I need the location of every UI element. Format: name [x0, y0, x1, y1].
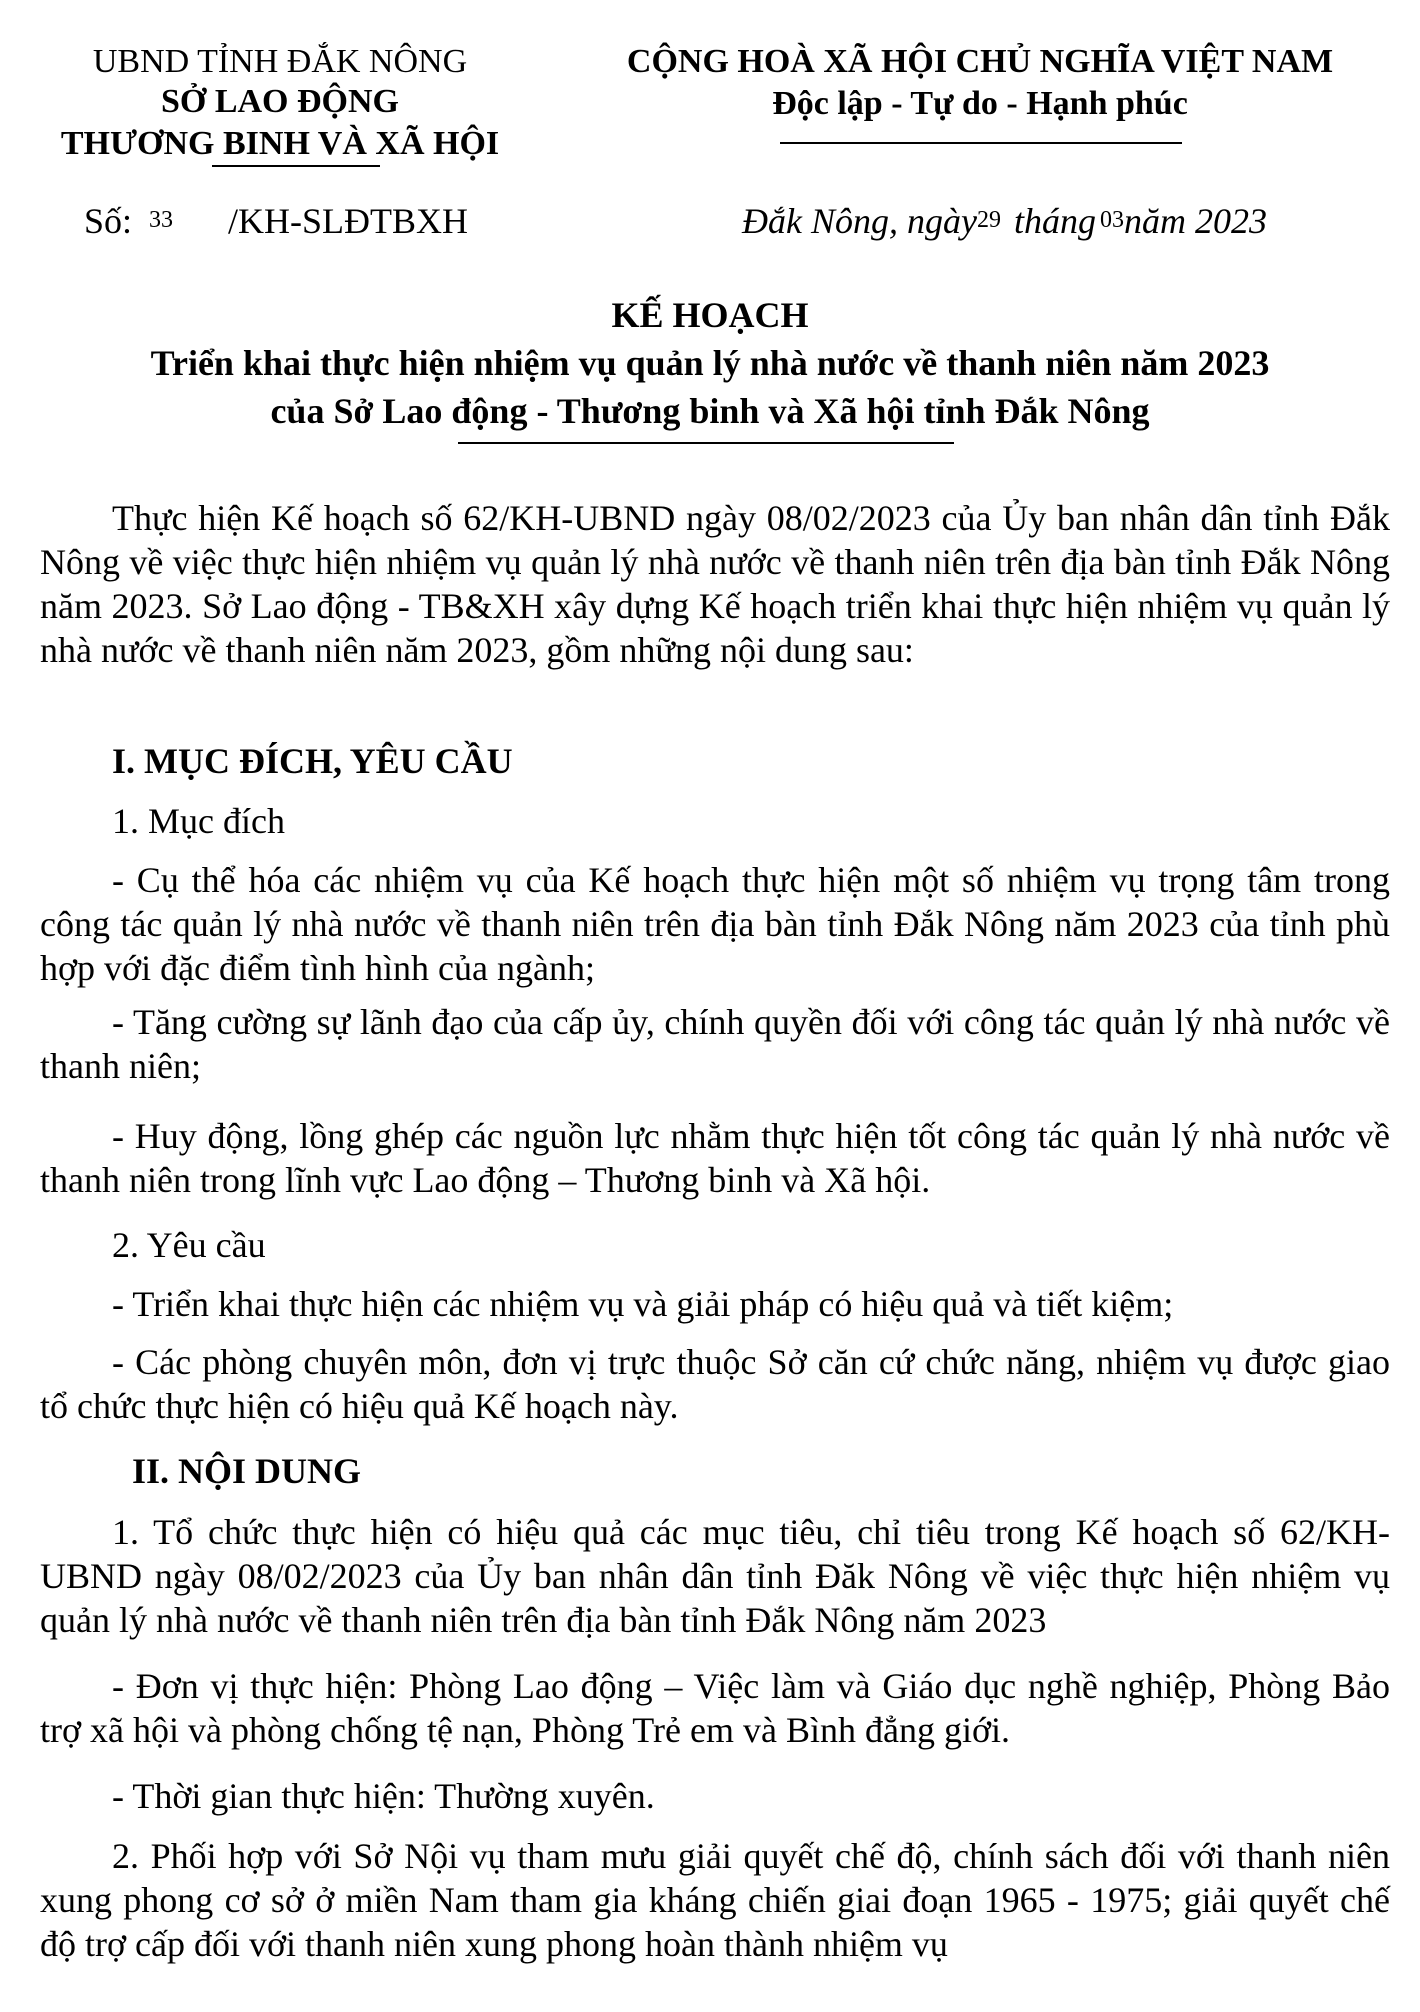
agency-name: SỞ LAO ĐỘNG [160, 83, 400, 120]
date-place: Đắk Nông, ngày [742, 201, 977, 241]
number-code: /KH-SLĐTBXH [228, 201, 469, 241]
content-item-1-time: - Thời gian thực hiện: Thường xuyên. [112, 1776, 655, 1816]
number-value: 33 [149, 207, 174, 233]
subsection-requirements: 2. Yêu cầu [112, 1225, 266, 1265]
subsection-purpose: 1. Mục đích [112, 801, 285, 841]
purpose-item-2: - Tăng cường sự lãnh đạo của cấp ủy, chính quyền đối với công tác quản lý nhà nước về thanh niên; [40, 1002, 1390, 1086]
agency-underline [212, 165, 380, 167]
agency-parent: UBND TỈNH ĐẮK NÔNG [92, 43, 468, 80]
section-heading-1: I. MỤC ĐÍCH, YÊU CẦU [112, 741, 513, 781]
content-item-1-unit: - Đơn vị thực hiện: Phòng Lao động – Việc làm và Giáo dục nghề nghiệp, Phòng Bảo trợ xã hội và phòng chống tệ nạn, Phòng Trẻ em và Bình đẳng giới. [40, 1666, 1390, 1750]
content-item-2: 2. Phối hợp với Sở Nội vụ tham mưu giải quyết chế độ, chính sách đối với thanh niên xung phong cơ sở ở miền Nam tham gia kháng chiến giai đoạn 1965 - 1975; giải quyết chế độ trợ cấp đối với thanh niên xung phong hoàn thành nhiệm vụ [40, 1836, 1390, 1964]
date-month: 03 [1099, 207, 1124, 233]
purpose-item-1: - Cụ thể hóa các nhiệm vụ của Kế hoạch thực hiện một số nhiệm vụ trọng tâm trong công tác quản lý nhà nước về thanh niên trên địa bàn tỉnh Đắk Nông năm 2023 của tỉnh phù hợp với đặc điểm tình hình của ngành; [40, 860, 1390, 988]
number-label: Số: [84, 201, 133, 241]
intro-paragraph: Thực hiện Kế hoạch số 62/KH-UBND ngày 08/02/2023 của Ủy ban nhân dân tỉnh Đắk Nông về việc thực hiện nhiệm vụ quản lý nhà nước về thanh niên trên địa bàn tỉnh Đắk Nông năm 2023. Sở Lao động - TB&XH xây dựng Kế hoạch triển khai thực hiện nhiệm vụ quản lý nhà nước về thanh niên năm 2023, gồm những nội dung sau: [40, 498, 1390, 670]
purpose-item-3: - Huy động, lồng ghép các nguồn lực nhằm thực hiện tốt công tác quản lý nhà nước về thanh niên trong lĩnh vực Lao động – Thương binh và Xã hội. [40, 1116, 1390, 1200]
section-heading-2: II. NỘI DUNG [132, 1451, 362, 1491]
content-item-1: 1. Tổ chức thực hiện có hiệu quả các mục tiêu, chỉ tiêu trong Kế hoạch số 62/KH-UBND ngày 08/02/2023 của Ủy ban nhân dân tỉnh Đăk Nông về việc thực hiện nhiệm vụ quản lý nhà nước về thanh niên trên địa bàn tỉnh Đắk Nông năm 2023 [40, 1512, 1390, 1640]
national-motto: Độc lập - Tự do - Hạnh phúc [772, 85, 1188, 122]
document-subtitle-2: của Sở Lao động - Thương binh và Xã hội tỉnh Đắk Nông [270, 391, 1150, 431]
requirement-item-2: - Các phòng chuyên môn, đơn vị trực thuộc Sở căn cứ chức năng, nhiệm vụ được giao tổ chức thực hiện có hiệu quả Kế hoạch này. [40, 1342, 1390, 1426]
document-number [84, 200, 468, 242]
motto-underline [780, 142, 1182, 144]
national-title: CỘNG HOÀ XÃ HỘI CHỦ NGHĨA VIỆT NAM [626, 43, 1334, 80]
agency-name-line2: THƯƠNG BINH VÀ XÃ HỘI [60, 125, 500, 162]
document-subtitle-1: Triển khai thực hiện nhiệm vụ quản lý nhà nước về thanh niên năm 2023 [150, 343, 1270, 383]
date-day: 29 [976, 207, 1001, 233]
document-title: KẾ HOẠCH [611, 295, 809, 335]
document-date [742, 200, 1267, 242]
requirement-item-1: - Triển khai thực hiện các nhiệm vụ và giải pháp có hiệu quả và tiết kiệm; [112, 1284, 1174, 1324]
date-year: năm 2023 [1123, 201, 1267, 241]
title-underline [458, 442, 954, 444]
date-month-label: tháng [1013, 201, 1096, 241]
